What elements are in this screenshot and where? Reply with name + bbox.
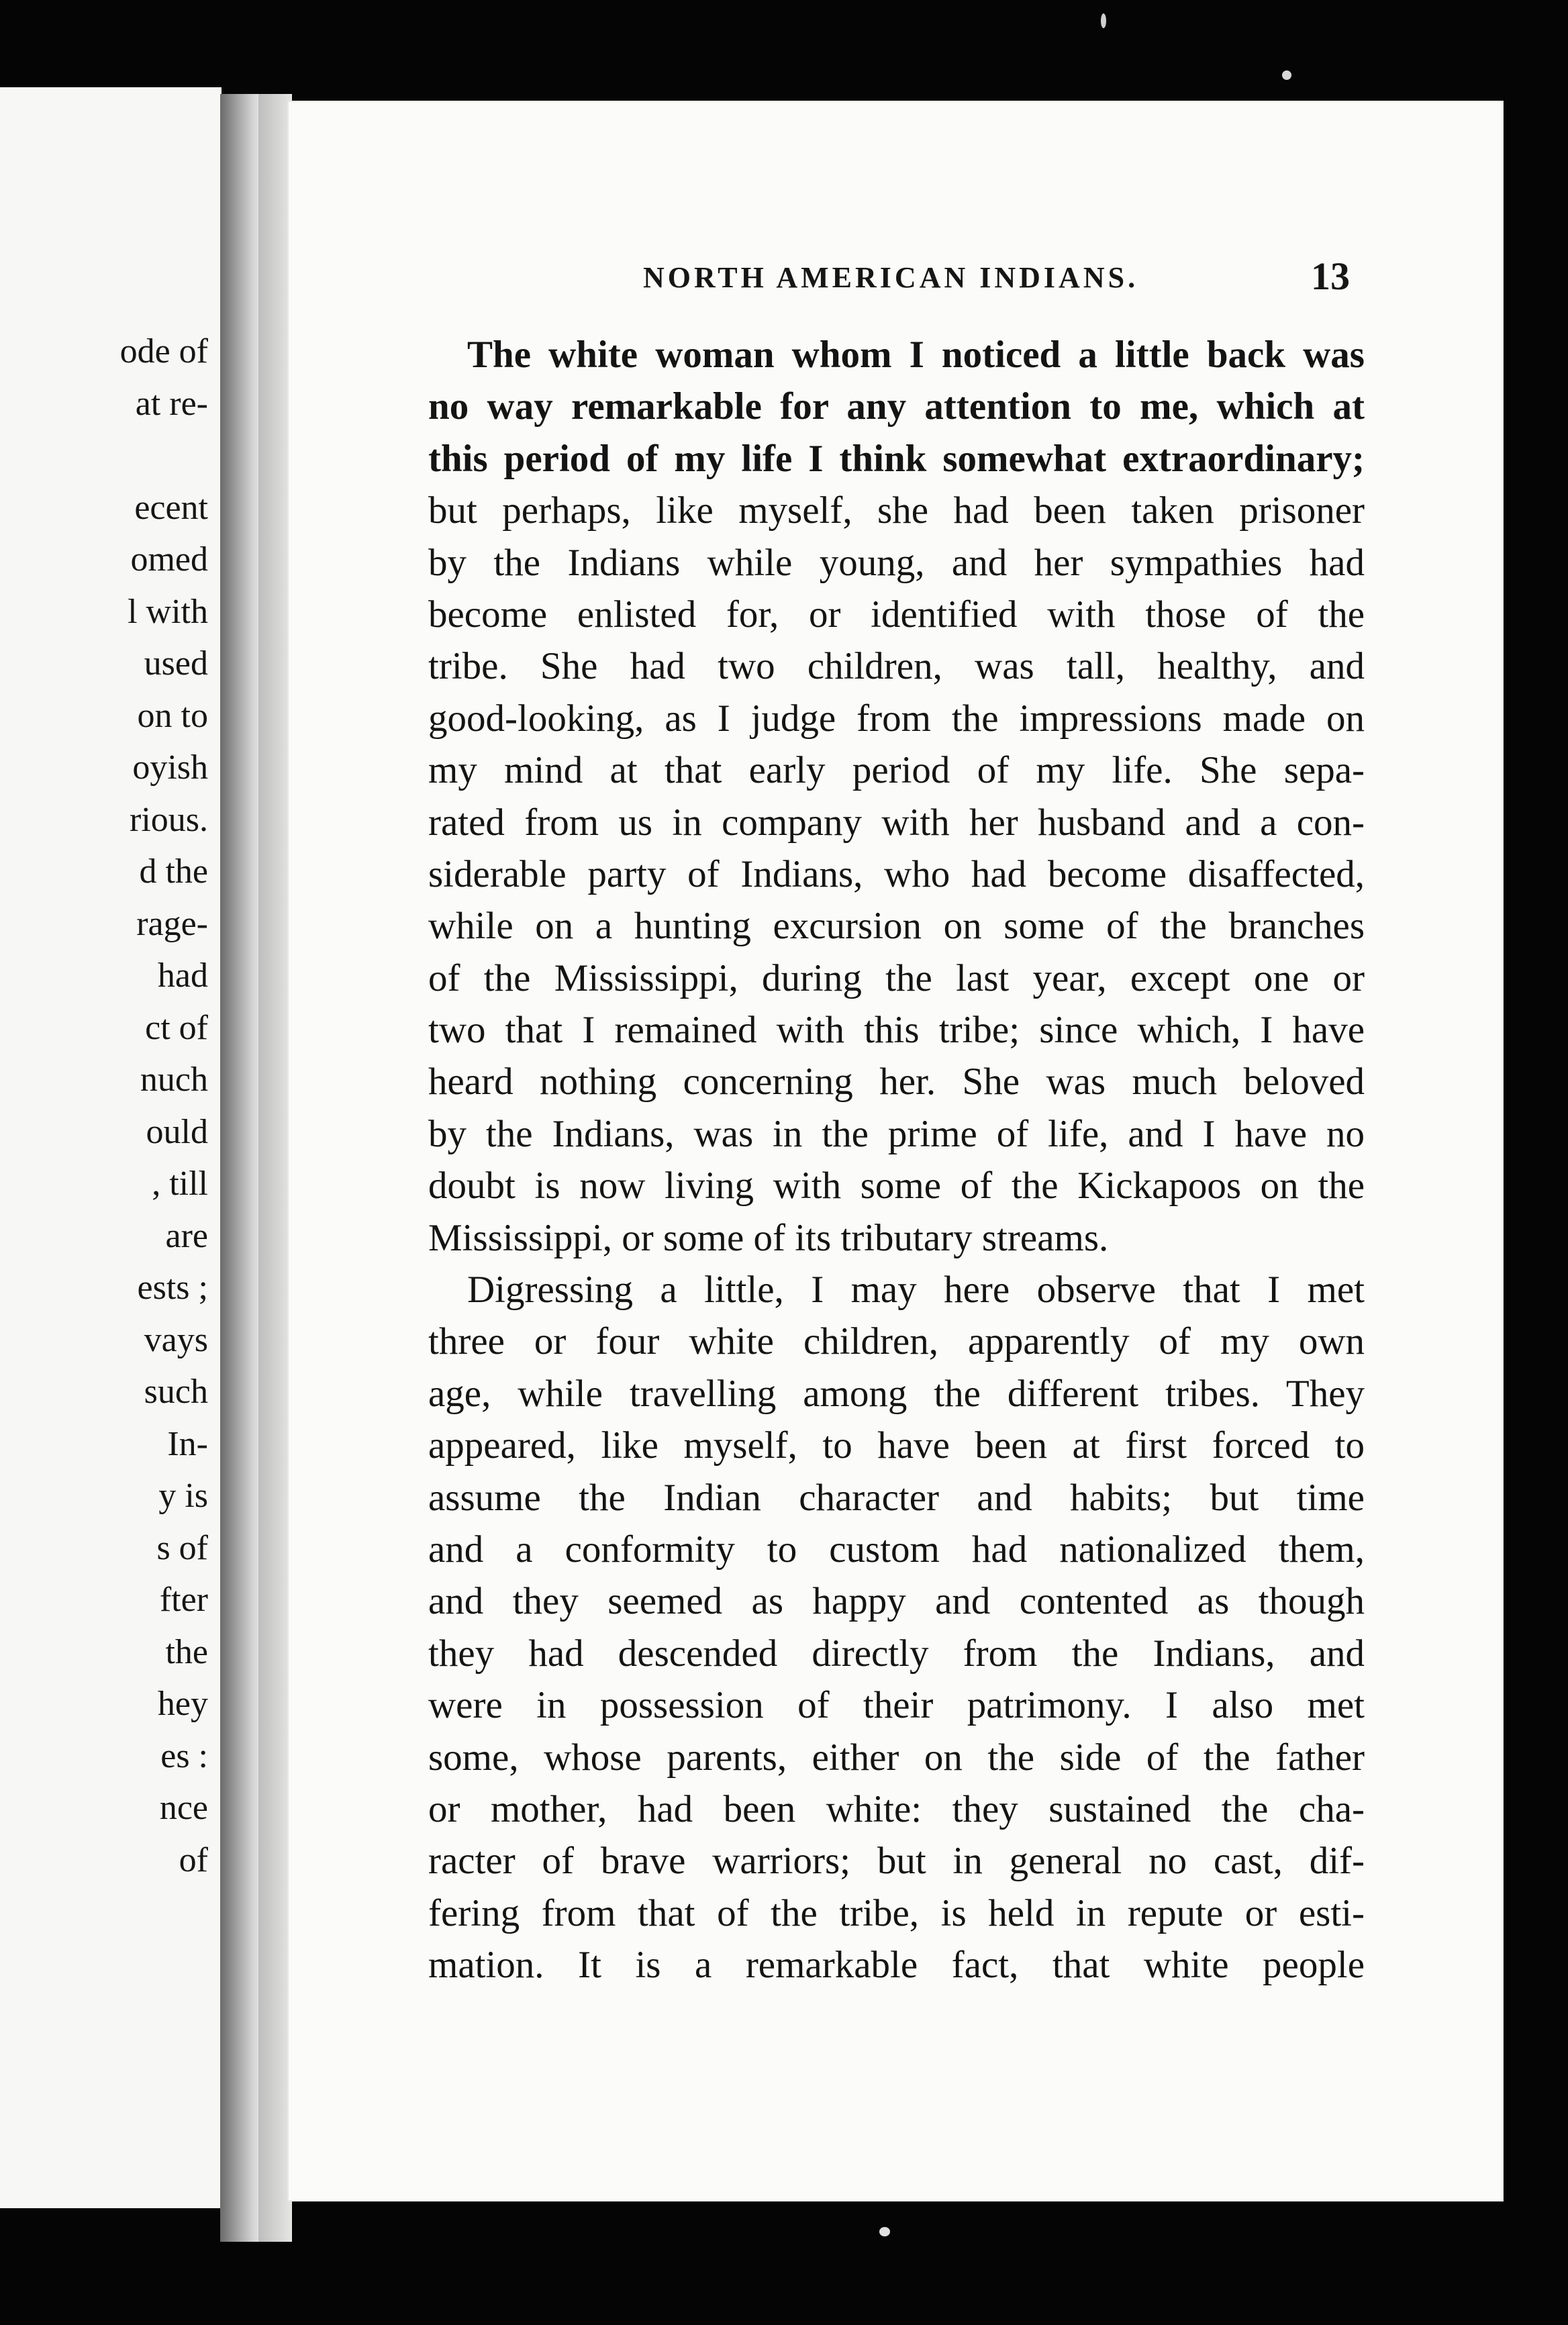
text-line: by the Indians, was in the prime of life, and I have no bbox=[428, 1112, 1365, 1155]
left-page-text bbox=[120, 326, 208, 1886]
text-line: good-looking, as I judge from the impressions made on bbox=[428, 697, 1365, 740]
text-line: age, while travelling among the different tribes. They bbox=[428, 1372, 1365, 1415]
scan-speck bbox=[1101, 13, 1106, 28]
text-line: fering from that of the tribe, is held in repute or esti- bbox=[428, 1891, 1365, 1934]
text-line: some, whose parents, either on the side of the father bbox=[428, 1736, 1365, 1779]
left-page-line: of bbox=[179, 1840, 208, 1879]
left-page-line: d the bbox=[139, 852, 208, 891]
text-line: this period of my life I think somewhat extraordinary; bbox=[428, 437, 1365, 480]
left-page-line: oyish bbox=[132, 748, 208, 787]
left-page-line: rage- bbox=[136, 904, 208, 943]
text-line: racter of brave warriors; but in general no cast, dif- bbox=[428, 1840, 1365, 1883]
text-line: become enlisted for, or identified with those of the bbox=[428, 593, 1365, 636]
left-page-line bbox=[120, 430, 208, 482]
left-page-line: y is bbox=[158, 1477, 208, 1515]
scan-speck bbox=[879, 2227, 890, 2236]
text-line: three or four white children, apparently of my own bbox=[428, 1320, 1365, 1363]
left-page-line: ecent bbox=[134, 488, 208, 527]
left-page-line: had bbox=[157, 956, 208, 995]
text-line: were in possession of their patrimony. I also met bbox=[428, 1684, 1365, 1727]
text-line: rated from us in company with her husband and a con- bbox=[428, 801, 1365, 844]
text-line: mation. It is a remarkable fact, that white people bbox=[428, 1944, 1365, 1987]
text-line: by the Indians while young, and her sympathies had bbox=[428, 541, 1365, 584]
left-page-line: es : bbox=[160, 1736, 208, 1775]
left-page-line: nuch bbox=[140, 1060, 208, 1099]
left-page-line: rious. bbox=[130, 800, 208, 839]
left-page-line: ests ; bbox=[137, 1269, 208, 1307]
running-head bbox=[287, 254, 1504, 307]
page-number: 13 bbox=[1311, 254, 1350, 298]
text-line: heard nothing concerning her. She was much beloved bbox=[428, 1060, 1365, 1103]
left-page-line: hey bbox=[157, 1685, 208, 1723]
left-page-line: used bbox=[144, 644, 208, 683]
left-page-fragment bbox=[0, 87, 222, 2208]
text-line: siderable party of Indians, who had become disaffected, bbox=[428, 852, 1365, 895]
text-line: two that I remained with this tribe; since which, I have bbox=[428, 1009, 1365, 1052]
left-page-line: fter bbox=[159, 1581, 208, 1619]
left-page-line: ode of bbox=[119, 332, 208, 370]
text-line: and a conformity to custom had nationalized them, bbox=[428, 1528, 1365, 1571]
left-page-line: , till bbox=[152, 1165, 208, 1203]
left-page-line: s of bbox=[156, 1528, 208, 1567]
left-page-line: l with bbox=[128, 592, 208, 631]
text-line: of the Mississippi, during the last year, except one or bbox=[428, 956, 1365, 999]
text-line: but perhaps, like myself, she had been taken prisoner bbox=[428, 489, 1365, 532]
text-line: they had descended directly from the Indians, and bbox=[428, 1632, 1365, 1675]
binding-gutter bbox=[220, 94, 262, 2242]
text-line: my mind at that early period of my life. She sepa- bbox=[428, 749, 1365, 792]
text-line: no way remarkable for any attention to me, which at bbox=[428, 385, 1365, 428]
main-page bbox=[287, 101, 1504, 2202]
text-line: Digressing a little, I may here observe that I met bbox=[467, 1269, 1365, 1312]
left-page-line: the bbox=[165, 1632, 208, 1671]
text-line: tribe. She had two children, was tall, healthy, and bbox=[428, 645, 1365, 688]
text-line: and they seemed as happy and contented as though bbox=[428, 1580, 1365, 1623]
text-line: or mother, had been white: they sustained the cha- bbox=[428, 1787, 1365, 1830]
left-page-line: vays bbox=[144, 1320, 208, 1359]
text-line: Mississippi, or some of its tributary streams. bbox=[428, 1216, 1109, 1259]
running-title: NORTH AMERICAN INDIANS. bbox=[643, 261, 1139, 294]
left-page-line: ould bbox=[146, 1112, 208, 1151]
left-page-line: In- bbox=[167, 1424, 208, 1463]
left-page-line: such bbox=[144, 1373, 208, 1411]
left-page-line: omed bbox=[130, 540, 208, 579]
left-page-line: nce bbox=[159, 1789, 208, 1827]
text-line: assume the Indian character and habits; but time bbox=[428, 1476, 1365, 1519]
text-line: while on a hunting excursion on some of the branches bbox=[428, 905, 1365, 948]
left-page-line: on to bbox=[137, 696, 208, 735]
text-line: The white woman whom I noticed a little back was bbox=[467, 334, 1365, 376]
text-line: doubt is now living with some of the Kickapoos on the bbox=[428, 1165, 1365, 1207]
text-line: appeared, like myself, to have been at first forced to bbox=[428, 1424, 1365, 1467]
scan-speck bbox=[1282, 70, 1291, 80]
left-page-line: are bbox=[165, 1216, 208, 1255]
left-page-line: ct of bbox=[145, 1008, 208, 1047]
left-page-line: at re- bbox=[135, 384, 208, 423]
body-text bbox=[428, 329, 1365, 1991]
